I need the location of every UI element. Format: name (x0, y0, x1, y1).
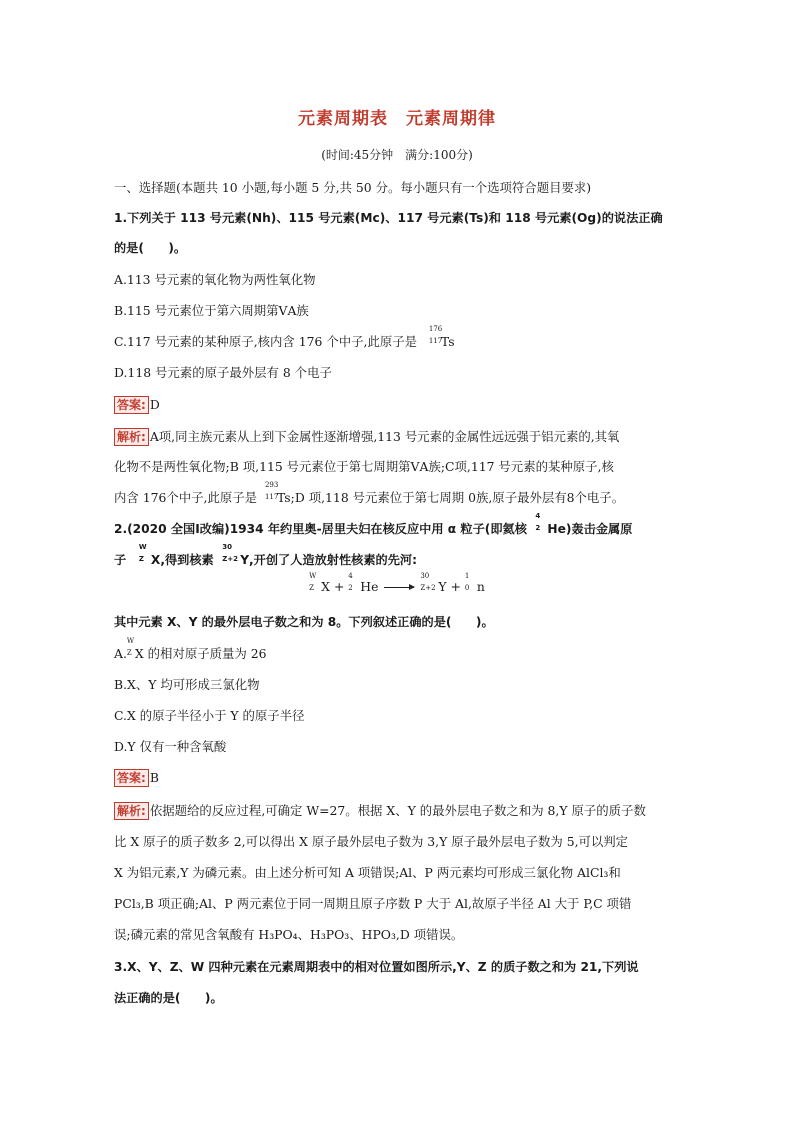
q1-answer: 答案: D (114, 395, 694, 415)
q1-option-a: A.113 号元素的氧化物为两性氧化物 (114, 272, 316, 287)
q2-option-d: D.Y 仅有一种含氧酸 (114, 739, 227, 754)
q1-analysis-line1: 解析: A项,同主族元素从上到下金属性逐渐增强,113 号元素的金属性远远强于铝元素的,其氧 (114, 427, 694, 447)
nuclide-he: 4 2 He (535, 512, 566, 536)
q3-stem-line2: 法正确的是( )。 (114, 991, 223, 1005)
q2-option-b: B.X、Y 均可形成三氯化物 (114, 677, 260, 692)
q2-stem-line1: 2.(2020 全国Ⅰ改编)1934 年约里奥-居里夫妇在核反应中用 α 粒子(即氦核 4 2 He)轰击金属原 (114, 519, 694, 539)
analysis-tag: 解析: (114, 428, 149, 446)
q2-answer: 答案: B (114, 768, 694, 788)
q3-stem-line1: 3.X、Y、Z、W 四种元素在元素周期表中的相对位置如图所示,Y、Z 的质子数之和为 21,下列说 (114, 960, 639, 974)
q1-analysis-line3: 内含 176个中子,此原子是 293 117 Ts;D 项,118 号元素位于第七周期 0族,原子最外层有8个电子。 (114, 488, 694, 508)
q2-option-c: C.X 的原子半径小于 Y 的原子半径 (114, 708, 305, 723)
q2-analysis-line2: 比 X 原子的质子数多 2,可以得出 X 原子最外层电子数为 3,Y 原子最外层电子数为 5,可以判定 (114, 834, 629, 849)
q2-stem-line2: 子 W Z X,得到核素 30 Z+2 Y,开创了人造放射性核素的先河: (114, 550, 694, 570)
nuclide-x: W Z X (138, 543, 161, 567)
nuclide-ts-176: 176 117 Ts (428, 325, 455, 349)
q2-analysis-line5: 误;磷元素的常见含氧酸有 H₃PO₄、H₃PO₃、HPO₃,D 项错误。 (114, 927, 464, 942)
exam-info: (时间:45分钟 满分:100分) (321, 148, 473, 162)
q2-analysis-line4: PCl₃,B 项正确;Al、P 两元素位于同一周期且原子序数 P 大于 Al,故原子半径 Al 大于 P,C 项错 (114, 896, 632, 911)
q1-option-c: C.117 号元素的某种原子,核内含 176 个中子,此原子是 176 117 Ts (114, 332, 694, 352)
page-title: 元素周期表 元素周期律 (298, 109, 496, 129)
analysis-tag: 解析: (114, 802, 149, 820)
q1-stem-line2: 的是( )。 (114, 241, 187, 255)
q1-analysis-line2: 化物不是两性氧化物;B 项,115 号元素位于第七周期第ⅤA族;C项,117 号元素的某种原子,核 (114, 459, 614, 474)
reaction-arrow-icon (384, 587, 414, 588)
q2-analysis-line3: X 为铝元素,Y 为磷元素。由上述分析可知 A 项错误;Al、P 两元素均可形成三氯化物 AlCl₃和 (114, 865, 621, 880)
q2-stem-line3: 其中元素 X、Y 的最外层电子数之和为 8。下列叙述正确的是( )。 (114, 615, 494, 629)
section-heading: 一、选择题(本题共 10 小题,每小题 5 分,共 50 分。每小题只有一个选项符合题目要求) (114, 180, 592, 195)
q1-option-b: B.115 号元素位于第六周期第ⅤA族 (114, 303, 309, 318)
nuclide-y: 30 Z+2 Y (222, 543, 250, 567)
q2-option-a: A. W Z X 的相对原子质量为 26 (114, 637, 267, 661)
answer-tag: 答案: (114, 396, 149, 414)
nuclide-ts-293: 293 117 Ts (264, 481, 291, 505)
q1-option-d: D.118 号元素的原子最外层有 8 个电子 (114, 365, 332, 380)
q2-analysis-line1: 解析: 依据题给的反应过程,可确定 W=27。根据 X、Y 的最外层电子数之和为 8,Y 原子的质子数 (114, 801, 694, 821)
answer-tag: 答案: (114, 769, 149, 787)
nuclear-equation: W Z X + 4 2 He 30 Z+2 Y + 1 0 n (309, 572, 485, 594)
q1-stem-line1: 1.下列关于 113 号元素(Nh)、115 号元素(Mc)、117 号元素(Ts)和 118 号元素(Og)的说法正确 (114, 211, 663, 225)
